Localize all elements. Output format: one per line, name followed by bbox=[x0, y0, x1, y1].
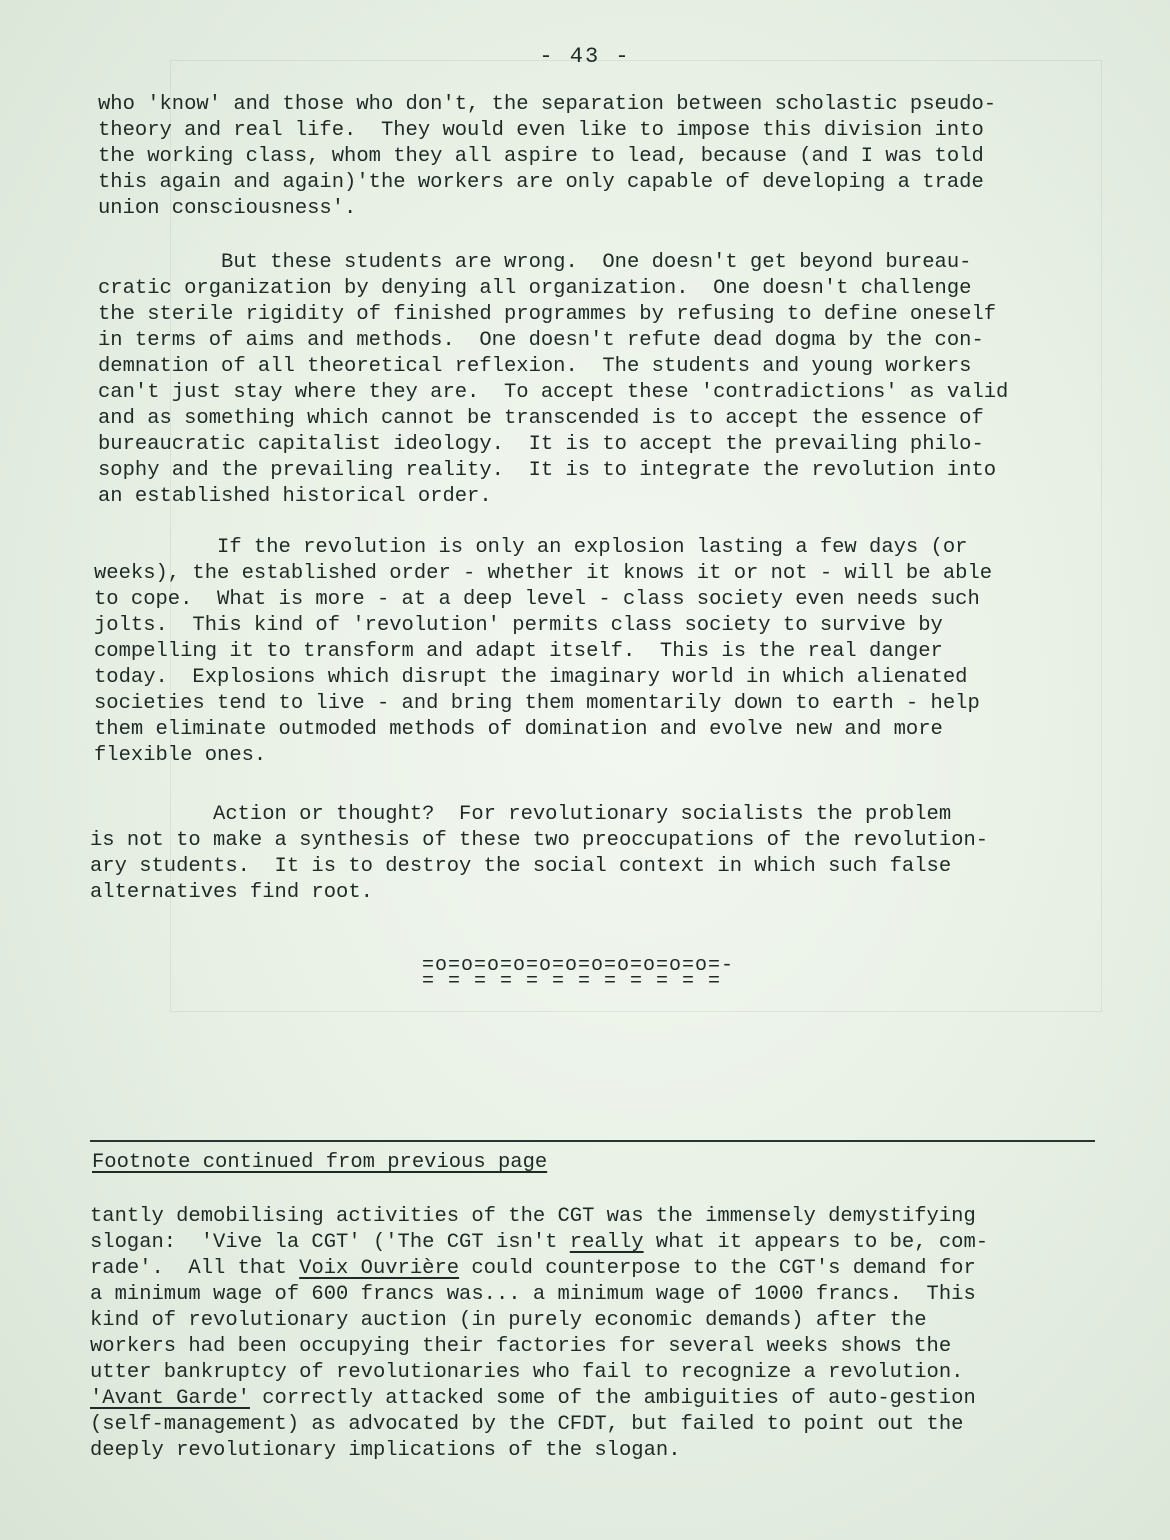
paragraph-3: If the revolution is only an explosion lasting a few days (or weeks), the established order - whether it knows it or not - will be able to cope. What is more - at a deep level - class society even needs such jolts. This kind of 'revolution' permits class society to survive by compelling it to transform and adapt itself. This is the real danger today. Explosions which disrupt the imaginary world in which alienated societies tend to live - and bring them momentarily down to earth - help them eliminate outmoded methods of domination and evolve new and more flexible ones. bbox=[94, 536, 993, 767]
paragraph-1: who 'know' and those who don't, the separation between scholastic pseudo- theory and real life. They would even like to impose this division into the working class, whom they all aspire to lead, because (and I was told this again and again)'the workers are only capable of developing a trade union consciousness'. bbox=[98, 93, 997, 220]
footnote-text-part-1: tantly demobilising activities of the CGT was the immensely demystifying slogan: 'Vive la CGT' ('The CGT isn't bbox=[90, 1205, 976, 1254]
footnote-text-part-4: correctly attacked some of the ambiguities of auto-gestion (self-management) as advocated by the CFDT, but failed to point out the deeply revolutionary implications of the slogan. bbox=[90, 1387, 976, 1462]
paragraph-4: Action or thought? For revolutionary socialists the problem is not to make a synthesis of these two preoccupations of the revolution- ary students. It is to destroy the social context in which such false alternatives find root. bbox=[90, 803, 989, 904]
page-number: - 43 - bbox=[539, 44, 631, 69]
footnote-text bbox=[90, 1204, 988, 1464]
footnote-text-part-3: could counterpose to the CGT's demand for a minimum wage of 600 francs was... a minimum wage of 1000 francs. This kind of revolutionary auction (in purely economic demands) after the workers had been occupying their factories for several weeks shows the utter bankruptcy of revolutionaries who fail to recognize a revolution. bbox=[90, 1257, 976, 1384]
footnote-title-voix-ouvriere: Voix Ouvrière bbox=[299, 1257, 460, 1280]
section-divider-ornament: =o=o=o=o=o=o=o=o=o=o=o=- = = = = = = = = = = = = bbox=[422, 954, 735, 993]
paragraph-2: But these students are wrong. One doesn't get beyond bureau- cratic organization by denying all organization. One doesn't challenge the sterile rigidity of finished programmes by refusing to define oneself in terms of aims and methods. One doesn't refute dead dogma by the con- demnation of all theoretical reflexion. The students and young workers can't just stay where they are. To accept these 'contradictions' as valid and as something which cannot be transcended is to accept the essence of bureaucratic capitalist ideology. It is to accept the prevailing philo- sophy and the prevailing reality. It is to integrate the revolution into an established historical order. bbox=[98, 251, 1009, 508]
footnote-heading: Footnote continued from previous page bbox=[92, 1151, 548, 1174]
footnote-emphasis-really: really bbox=[569, 1231, 644, 1254]
footnote-text-part-2: what it appears to be, com- rade'. All that bbox=[90, 1231, 989, 1280]
footnote-title-avant-garde: 'Avant Garde' bbox=[90, 1387, 250, 1410]
footnote-rule bbox=[90, 1140, 1095, 1142]
